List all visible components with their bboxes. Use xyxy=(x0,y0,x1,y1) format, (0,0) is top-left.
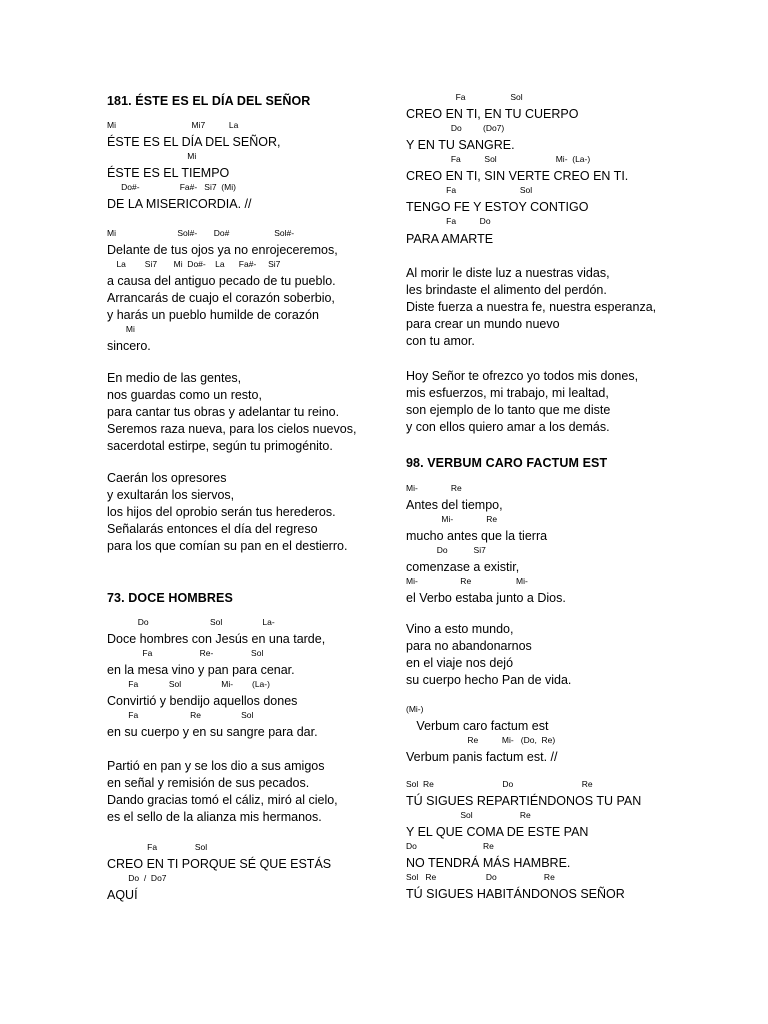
lyric-line: Y EL QUE COMA DE ESTE PAN xyxy=(406,825,589,839)
lyric-line: CREO EN TI, SIN VERTE CREO EN TI. xyxy=(406,169,629,183)
chord-line: Fa Re Sol xyxy=(107,710,254,720)
chord-line: Do#- Fa#- Si7 (Mi) xyxy=(107,182,236,192)
lyric-line: para cantar tus obras y adelantar tu reino. xyxy=(107,405,340,419)
lyric-line: DE LA MISERICORDIA. // xyxy=(107,197,252,211)
lyric-line: sincero. xyxy=(107,339,151,353)
lyric-line: Hoy Señor te ofrezco yo todos mis dones, xyxy=(406,369,639,383)
lyric-line: mis esfuerzos, mi trabajo, mi lealtad, xyxy=(406,386,609,400)
lyric-line: mucho antes que la tierra xyxy=(406,529,548,543)
chord-line: Do Re xyxy=(406,841,494,851)
lyric-line: Al morir le diste luz a nuestras vidas, xyxy=(406,266,610,280)
lyric-line: Diste fuerza a nuestra fe, nuestra esperanza, xyxy=(406,300,657,314)
lyric-line: NO TENDRÁ MÁS HAMBRE. xyxy=(406,856,571,870)
chord-line: Mi Mi7 La xyxy=(107,120,239,130)
chord-line: Fa Do xyxy=(406,216,491,226)
chord-line: Mi xyxy=(107,324,135,334)
lyric-line: su cuerpo hecho Pan de vida. xyxy=(406,673,572,687)
chord-line: Fa Re- Sol xyxy=(107,648,264,658)
lyric-line: nos guardas como un resto, xyxy=(107,388,262,402)
lyric-line: Arrancarás de cuajo el corazón soberbio, xyxy=(107,291,335,305)
lyric-line: y con ellos quiero amar a los demás. xyxy=(406,420,610,434)
chord-line: Do Si7 xyxy=(406,545,486,555)
chord-line: Re Mi- (Do, Re) xyxy=(406,735,556,745)
chord-line: Fa Sol Mi- (La-) xyxy=(406,154,591,164)
lyric-line: les brindaste el alimento del perdón. xyxy=(406,283,607,297)
chord-line: Sol Re Do Re xyxy=(406,872,555,882)
lyric-line: y harás un pueblo humilde de corazón xyxy=(107,308,319,322)
chord-line: Do Sol La- xyxy=(107,617,275,627)
lyric-line: el Verbo estaba junto a Dios. xyxy=(406,591,566,605)
lyric-line: para no abandonarnos xyxy=(406,639,532,653)
chord-line: (Mi-) xyxy=(406,704,424,714)
lyric-line: comenzase a existir, xyxy=(406,560,520,574)
lyric-line: ÉSTE ES EL TIEMPO xyxy=(107,166,230,180)
lyric-line: Convirtió y bendijo aquellos dones xyxy=(107,694,298,708)
lyric-line: Y EN TU SANGRE. xyxy=(406,138,515,152)
chord-line: Fa Sol xyxy=(107,842,208,852)
lyric-line: Caerán los opresores xyxy=(107,471,227,485)
chord-line: Mi Sol#- Do# Sol#- xyxy=(107,228,295,238)
lyric-line: Antes del tiempo, xyxy=(406,498,503,512)
chord-line: Sol Re Do Re xyxy=(406,779,593,789)
song-title: 181. ÉSTE ES EL DÍA DEL SEÑOR xyxy=(107,94,311,108)
lyric-line: En medio de las gentes, xyxy=(107,371,242,385)
lyric-line: Partió en pan y se los dio a sus amigos xyxy=(107,759,325,773)
chord-line: Sol Re xyxy=(406,810,531,820)
chord-line: Mi xyxy=(107,151,197,161)
lyric-line: CREO EN TI, EN TU CUERPO xyxy=(406,107,579,121)
chord-line: Fa Sol xyxy=(406,185,533,195)
lyric-line: a causa del antiguo pecado de tu pueblo. xyxy=(107,274,336,288)
chord-line: La Si7 Mi Do#- La Fa#- Si7 xyxy=(107,259,281,269)
lyric-line: Delante de tus ojos ya no enrojeceremos, xyxy=(107,243,338,257)
lyric-line: Doce hombres con Jesús en una tarde, xyxy=(107,632,326,646)
lyric-line: en la mesa vino y pan para cenar. xyxy=(107,663,295,677)
chord-line: Mi- Re Mi- xyxy=(406,576,528,586)
lyric-line: para los que comían su pan en el destierro. xyxy=(107,539,348,553)
lyric-line: PARA AMARTE xyxy=(406,232,494,246)
lyric-line: CREO EN TI PORQUE SÉ QUE ESTÁS xyxy=(107,857,332,871)
lyric-line: TÚ SIGUES HABITÁNDONOS SEÑOR xyxy=(406,887,625,901)
lyric-line: Señalarás entonces el día del regreso xyxy=(107,522,318,536)
lyric-line: son ejemplo de lo tanto que me diste xyxy=(406,403,611,417)
lyric-line: AQUÍ xyxy=(107,888,138,902)
chord-line: Do / Do7 xyxy=(107,873,167,883)
lyric-line: con tu amor. xyxy=(406,334,475,348)
lyric-line: Verbum caro factum est xyxy=(406,719,549,733)
chord-line: Mi- Re xyxy=(406,483,462,493)
lyric-line: en su cuerpo y en su sangre para dar. xyxy=(107,725,318,739)
chord-line: Do (Do7) xyxy=(406,123,505,133)
song-title: 73. DOCE HOMBRES xyxy=(107,591,233,605)
lyric-line: Vino a esto mundo, xyxy=(406,622,514,636)
song-title: 98. VERBUM CARO FACTUM EST xyxy=(406,456,608,470)
lyric-line: en el viaje nos dejó xyxy=(406,656,514,670)
lyric-line: TÚ SIGUES REPARTIÉNDONOS TU PAN xyxy=(406,794,642,808)
lyric-line: Seremos raza nueva, para los cielos nuevos, xyxy=(107,422,357,436)
lyric-line: sacerdotal estirpe, según tu primogénito. xyxy=(107,439,333,453)
lyric-line: para crear un mundo nuevo xyxy=(406,317,560,331)
lyric-line: ÉSTE ES EL DÍA DEL SEÑOR, xyxy=(107,135,281,149)
lyric-line: Dando gracias tomó el cáliz, miró al cielo, xyxy=(107,793,338,807)
chord-line: Fa Sol Mi- (La-) xyxy=(107,679,270,689)
chord-line: Fa Sol xyxy=(406,92,523,102)
lyric-line: TENGO FE Y ESTOY CONTIGO xyxy=(406,200,589,214)
lyric-line: Verbum panis factum est. // xyxy=(406,750,558,764)
lyric-line: y exultarán los siervos, xyxy=(107,488,235,502)
chord-line: Mi- Re xyxy=(406,514,498,524)
lyric-line: en señal y remisión de sus pecados. xyxy=(107,776,310,790)
lyric-line: los hijos del oprobio serán tus herederos. xyxy=(107,505,336,519)
lyric-line: es el sello de la alianza mis hermanos. xyxy=(107,810,322,824)
